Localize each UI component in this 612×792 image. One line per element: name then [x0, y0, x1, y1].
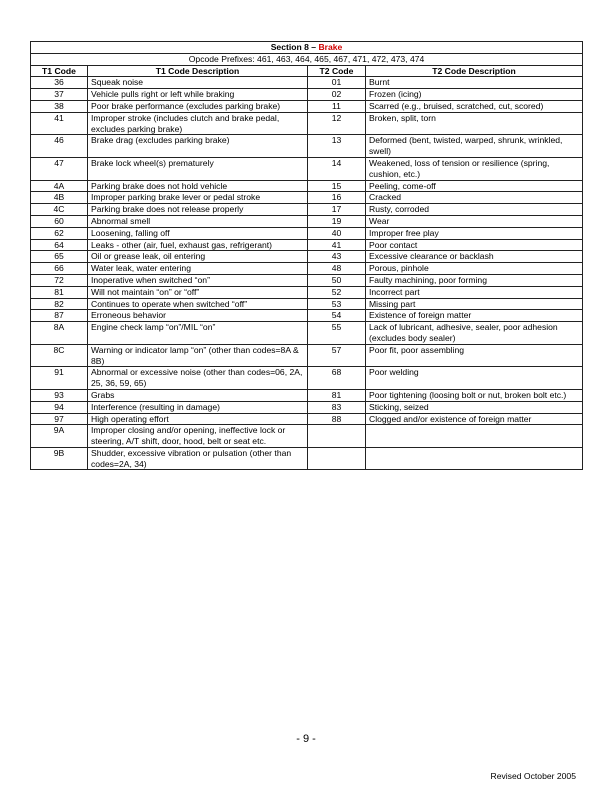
t2-code-cell: 15	[308, 180, 366, 192]
table-row	[31, 447, 583, 470]
t2-description-cell: Cracked	[366, 192, 583, 204]
t1-description-cell: Warning or indicator lamp “on” (other than codes=8A & 8B)	[88, 344, 308, 367]
t1-code-cell: 4A	[31, 180, 88, 192]
table-row	[31, 298, 583, 310]
page-number: - 9 -	[296, 733, 316, 745]
t1-description-cell: Brake lock wheel(s) prematurely	[88, 157, 308, 180]
t2-code-cell: 57	[308, 344, 366, 367]
t2-code-cell: 11	[308, 100, 366, 112]
table-row	[31, 274, 583, 286]
t1-description-cell: High operating effort	[88, 413, 308, 425]
t2-code-cell: 41	[308, 239, 366, 251]
table-row	[31, 112, 583, 135]
t1-description-cell: Brake drag (excludes parking brake)	[88, 135, 308, 158]
table-row	[31, 367, 583, 390]
t2-code-cell: 55	[308, 322, 366, 345]
table-row	[31, 239, 583, 251]
table-row	[31, 310, 583, 322]
t2-description-cell: Frozen (icing)	[366, 89, 583, 101]
table-row	[31, 215, 583, 227]
t2-code-cell: 54	[308, 310, 366, 322]
table-row	[31, 192, 583, 204]
t1-description-cell: Leaks - other (air, fuel, exhaust gas, refrigerant)	[88, 239, 308, 251]
t2-description-cell: Porous, pinhole	[366, 263, 583, 275]
t2-description-cell: Burnt	[366, 77, 583, 89]
t2-code-cell: 17	[308, 204, 366, 216]
t1-code-cell: 93	[31, 389, 88, 401]
t2-description-cell: Faulty machining, poor forming	[366, 274, 583, 286]
t2-code-cell: 16	[308, 192, 366, 204]
table-row	[31, 425, 583, 448]
t1-description-cell: Vehicle pulls right or left while braking	[88, 89, 308, 101]
t1-description-cell: Will not maintain “on” or “off”	[88, 286, 308, 298]
t1-description-cell: Erroneous behavior	[88, 310, 308, 322]
t2-description-cell: Poor welding	[366, 367, 583, 390]
t2-code-cell: 68	[308, 367, 366, 390]
opcode-prefixes: Opcode Prefixes: 461, 463, 464, 465, 467, 471, 472, 473, 474	[31, 53, 583, 65]
t2-code-cell: 14	[308, 157, 366, 180]
t1-description-cell: Abnormal or excessive noise (other than codes=06, 2A, 25, 36, 59, 65)	[88, 367, 308, 390]
t2-description-cell: Peeling, come-off	[366, 180, 583, 192]
t2-description-cell	[366, 447, 583, 470]
t1-description-cell: Water leak, water entering	[88, 263, 308, 275]
t1-code-cell: 47	[31, 157, 88, 180]
t1-code-cell: 94	[31, 401, 88, 413]
t1-code-cell: 4B	[31, 192, 88, 204]
table-row	[31, 389, 583, 401]
t1-description-cell: Oil or grease leak, oil entering	[88, 251, 308, 263]
t2-description-cell: Wear	[366, 215, 583, 227]
t2-code-cell: 43	[308, 251, 366, 263]
t2-description-cell: Existence of foreign matter	[366, 310, 583, 322]
table-row	[31, 322, 583, 345]
header-t2-code: T2 Code	[308, 65, 366, 77]
t2-code-cell: 83	[308, 401, 366, 413]
table-row	[31, 89, 583, 101]
t1-description-cell: Abnormal smell	[88, 215, 308, 227]
t2-code-cell	[308, 447, 366, 470]
t1-description-cell: Grabs	[88, 389, 308, 401]
t1-code-cell: 37	[31, 89, 88, 101]
t1-code-cell: 65	[31, 251, 88, 263]
t2-description-cell: Sticking, seized	[366, 401, 583, 413]
t2-description-cell: Missing part	[366, 298, 583, 310]
t1-description-cell: Shudder, excessive vibration or pulsation (other than codes=2A, 34)	[88, 447, 308, 470]
t1-description-cell: Inoperative when switched “on”	[88, 274, 308, 286]
t1-code-cell: 64	[31, 239, 88, 251]
t1-code-cell: 46	[31, 135, 88, 158]
table-row	[31, 157, 583, 180]
table-row	[31, 135, 583, 158]
t2-description-cell	[366, 425, 583, 448]
t2-description-cell: Poor contact	[366, 239, 583, 251]
t1-description-cell: Interference (resulting in damage)	[88, 401, 308, 413]
t2-description-cell: Deformed (bent, twisted, warped, shrunk, wrinkled, swell)	[366, 135, 583, 158]
t2-code-cell: 12	[308, 112, 366, 135]
t1-code-cell: 38	[31, 100, 88, 112]
t2-code-cell	[308, 425, 366, 448]
t2-description-cell: Incorrect part	[366, 286, 583, 298]
t1-code-cell: 8C	[31, 344, 88, 367]
t2-code-cell: 19	[308, 215, 366, 227]
table-row	[31, 413, 583, 425]
t2-code-cell: 81	[308, 389, 366, 401]
t2-code-cell: 88	[308, 413, 366, 425]
t1-description-cell: Improper parking brake lever or pedal stroke	[88, 192, 308, 204]
t1-code-cell: 36	[31, 77, 88, 89]
header-t2-description: T2 Code Description	[366, 65, 583, 77]
t1-code-cell: 87	[31, 310, 88, 322]
t1-code-cell: 81	[31, 286, 88, 298]
t1-description-cell: Improper stroke (includes clutch and brake pedal, excludes parking brake)	[88, 112, 308, 135]
t2-code-cell: 52	[308, 286, 366, 298]
table-row	[31, 401, 583, 413]
section-name: Brake	[318, 42, 343, 52]
t1-description-cell: Loosening, falling off	[88, 227, 308, 239]
t2-code-cell: 01	[308, 77, 366, 89]
t2-description-cell: Clogged and/or existence of foreign matter	[366, 413, 583, 425]
table-row	[31, 344, 583, 367]
table-row	[31, 204, 583, 216]
t2-description-cell: Poor tightening (loosing bolt or nut, broken bolt etc.)	[366, 389, 583, 401]
t1-code-cell: 62	[31, 227, 88, 239]
t1-code-cell: 9A	[31, 425, 88, 448]
t2-description-cell: Lack of lubricant, adhesive, sealer, poor adhesion (excludes body sealer)	[366, 322, 583, 345]
t2-description-cell: Poor fit, poor assembling	[366, 344, 583, 367]
t1-description-cell: Continues to operate when switched “off”	[88, 298, 308, 310]
header-t1-code: T1 Code	[31, 65, 88, 77]
t1-description-cell: Parking brake does not release properly	[88, 204, 308, 216]
t2-code-cell: 48	[308, 263, 366, 275]
t1-description-cell: Parking brake does not hold vehicle	[88, 180, 308, 192]
brake-code-table	[30, 41, 583, 470]
t1-code-cell: 82	[31, 298, 88, 310]
t1-description-cell: Squeak noise	[88, 77, 308, 89]
t1-code-cell: 66	[31, 263, 88, 275]
t2-code-cell: 53	[308, 298, 366, 310]
section-title	[31, 42, 583, 54]
table-row	[31, 180, 583, 192]
t2-description-cell: Broken, split, torn	[366, 112, 583, 135]
table-row	[31, 251, 583, 263]
t1-code-cell: 72	[31, 274, 88, 286]
t1-code-cell: 9B	[31, 447, 88, 470]
section-label: Section 8 –	[270, 42, 319, 52]
t1-code-cell: 41	[31, 112, 88, 135]
t1-description-cell: Poor brake performance (excludes parking brake)	[88, 100, 308, 112]
table-row	[31, 77, 583, 89]
revision-note: Revised October 2005	[490, 771, 576, 781]
t2-description-cell: Scarred (e.g., bruised, scratched, cut, scored)	[366, 100, 583, 112]
t2-code-cell: 13	[308, 135, 366, 158]
t1-code-cell: 97	[31, 413, 88, 425]
t1-code-cell: 4C	[31, 204, 88, 216]
t2-description-cell: Improper free play	[366, 227, 583, 239]
t2-code-cell: 02	[308, 89, 366, 101]
t1-code-cell: 60	[31, 215, 88, 227]
t2-description-cell: Rusty, corroded	[366, 204, 583, 216]
t2-code-cell: 50	[308, 274, 366, 286]
t2-description-cell: Excessive clearance or backlash	[366, 251, 583, 263]
table-row	[31, 227, 583, 239]
table-row	[31, 100, 583, 112]
table-row	[31, 286, 583, 298]
header-t1-description: T1 Code Description	[88, 65, 308, 77]
t1-description-cell: Engine check lamp “on”/MIL “on”	[88, 322, 308, 345]
t2-description-cell: Weakened, loss of tension or resilience (spring, cushion, etc.)	[366, 157, 583, 180]
t1-description-cell: Improper closing and/or opening, ineffective lock or steering, A/T shift, door, hood, belt or seat etc.	[88, 425, 308, 448]
t1-code-cell: 91	[31, 367, 88, 390]
t1-code-cell: 8A	[31, 322, 88, 345]
t2-code-cell: 40	[308, 227, 366, 239]
table-row	[31, 263, 583, 275]
